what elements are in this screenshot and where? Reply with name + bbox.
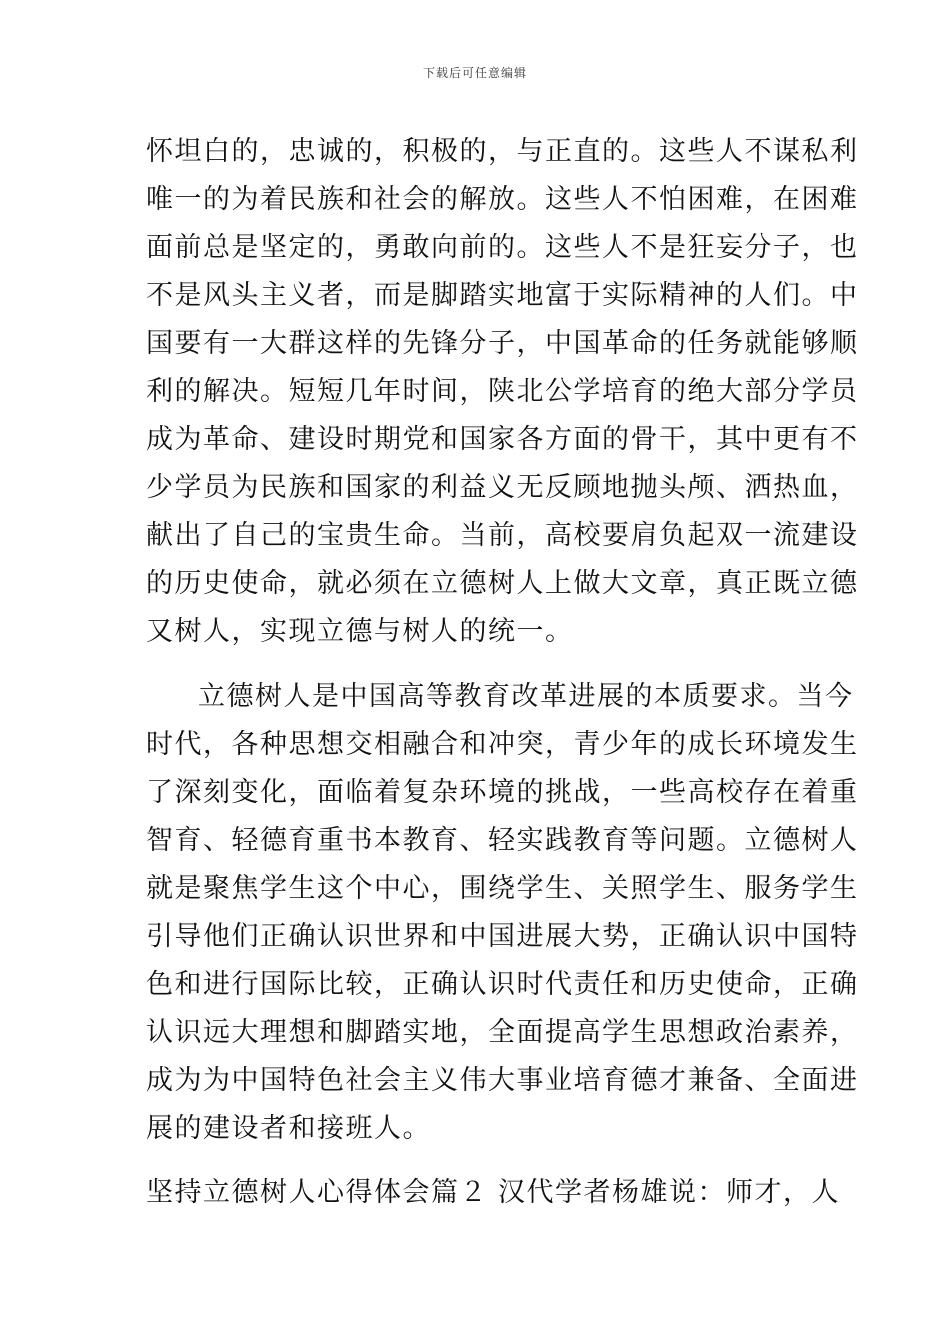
- paragraph-2-line-8: 认识远大理想和脚踏实地，全面提高学生思想政治素养，: [146, 1017, 859, 1048]
- paragraph-1-line-10: 的历史使命，就必须在立德树人上做大文章，真正既立德: [146, 568, 859, 599]
- paragraph-2-line-2: 时代，各种思想交相融合和冲突，青少年的成长环境发生: [146, 729, 859, 760]
- section-continuation: 汉代学者杨雄说：师才，人: [498, 1177, 840, 1208]
- paragraph-1-line-4: 不是风头主义者，而是脚踏实地富于实际精神的人们。中: [146, 280, 859, 311]
- paragraph-2-line-9: 成为为中国特色社会主义伟大事业培育德才兼备、全面进: [146, 1065, 859, 1096]
- paragraph-2-line-3: 了深刻变化，面临着复杂环境的挑战，一些高校存在着重: [146, 777, 859, 808]
- paragraph-1-line-1: 怀坦白的，忠诚的，积极的，与正直的。这些人不谋私利: [146, 136, 859, 167]
- paragraph-1-line-11: 又树人，实现立德与树人的统一。: [146, 616, 574, 647]
- paragraph-2-line-6: 引导他们正确认识世界和中国进展大势，正确认识中国特: [146, 921, 859, 952]
- paragraph-1-line-3: 面前总是坚定的，勇敢向前的。这些人不是狂妄分子，也: [146, 232, 859, 263]
- paragraph-1-line-8: 少学员为民族和国家的利益义无反顾地抛头颅、洒热血，: [146, 472, 859, 503]
- paragraph-2-line-7: 色和进行国际比较，正确认识时代责任和历史使命，正确: [146, 969, 859, 1000]
- paragraph-1-line-7: 成为革命、建设时期党和国家各方面的骨干，其中更有不: [146, 424, 859, 455]
- section-heading-row: [146, 1177, 840, 1208]
- paragraph-2-line-4: 智育、轻德育重书本教育、轻实践教育等问题。立德树人: [146, 825, 859, 856]
- paragraph-2-line-1: 立德树人是中国高等教育改革进展的本质要求。当今: [198, 681, 854, 712]
- paragraph-2-line-5: 就是聚焦学生这个中心，围绕学生、关照学生、服务学生: [146, 873, 859, 904]
- paragraph-1-line-5: 国要有一大群这样的先锋分子，中国革命的任务就能够顺: [146, 328, 859, 359]
- paragraph-1-line-9: 献出了自己的宝贵生命。当前，高校要肩负起双一流建设: [146, 520, 859, 551]
- paragraph-2-line-10: 展的建设者和接班人。: [146, 1113, 431, 1144]
- paragraph-1-line-2: 唯一的为着民族和社会的解放。这些人不怕困难，在困难: [146, 184, 859, 215]
- paragraph-1-line-6: 利的解决。短短几年时间，陕北公学培育的绝大部分学员: [146, 376, 859, 407]
- page-header-note: 下载后可任意编辑: [422, 66, 527, 80]
- section-title: 坚持立德树人心得体会篇２: [146, 1177, 488, 1208]
